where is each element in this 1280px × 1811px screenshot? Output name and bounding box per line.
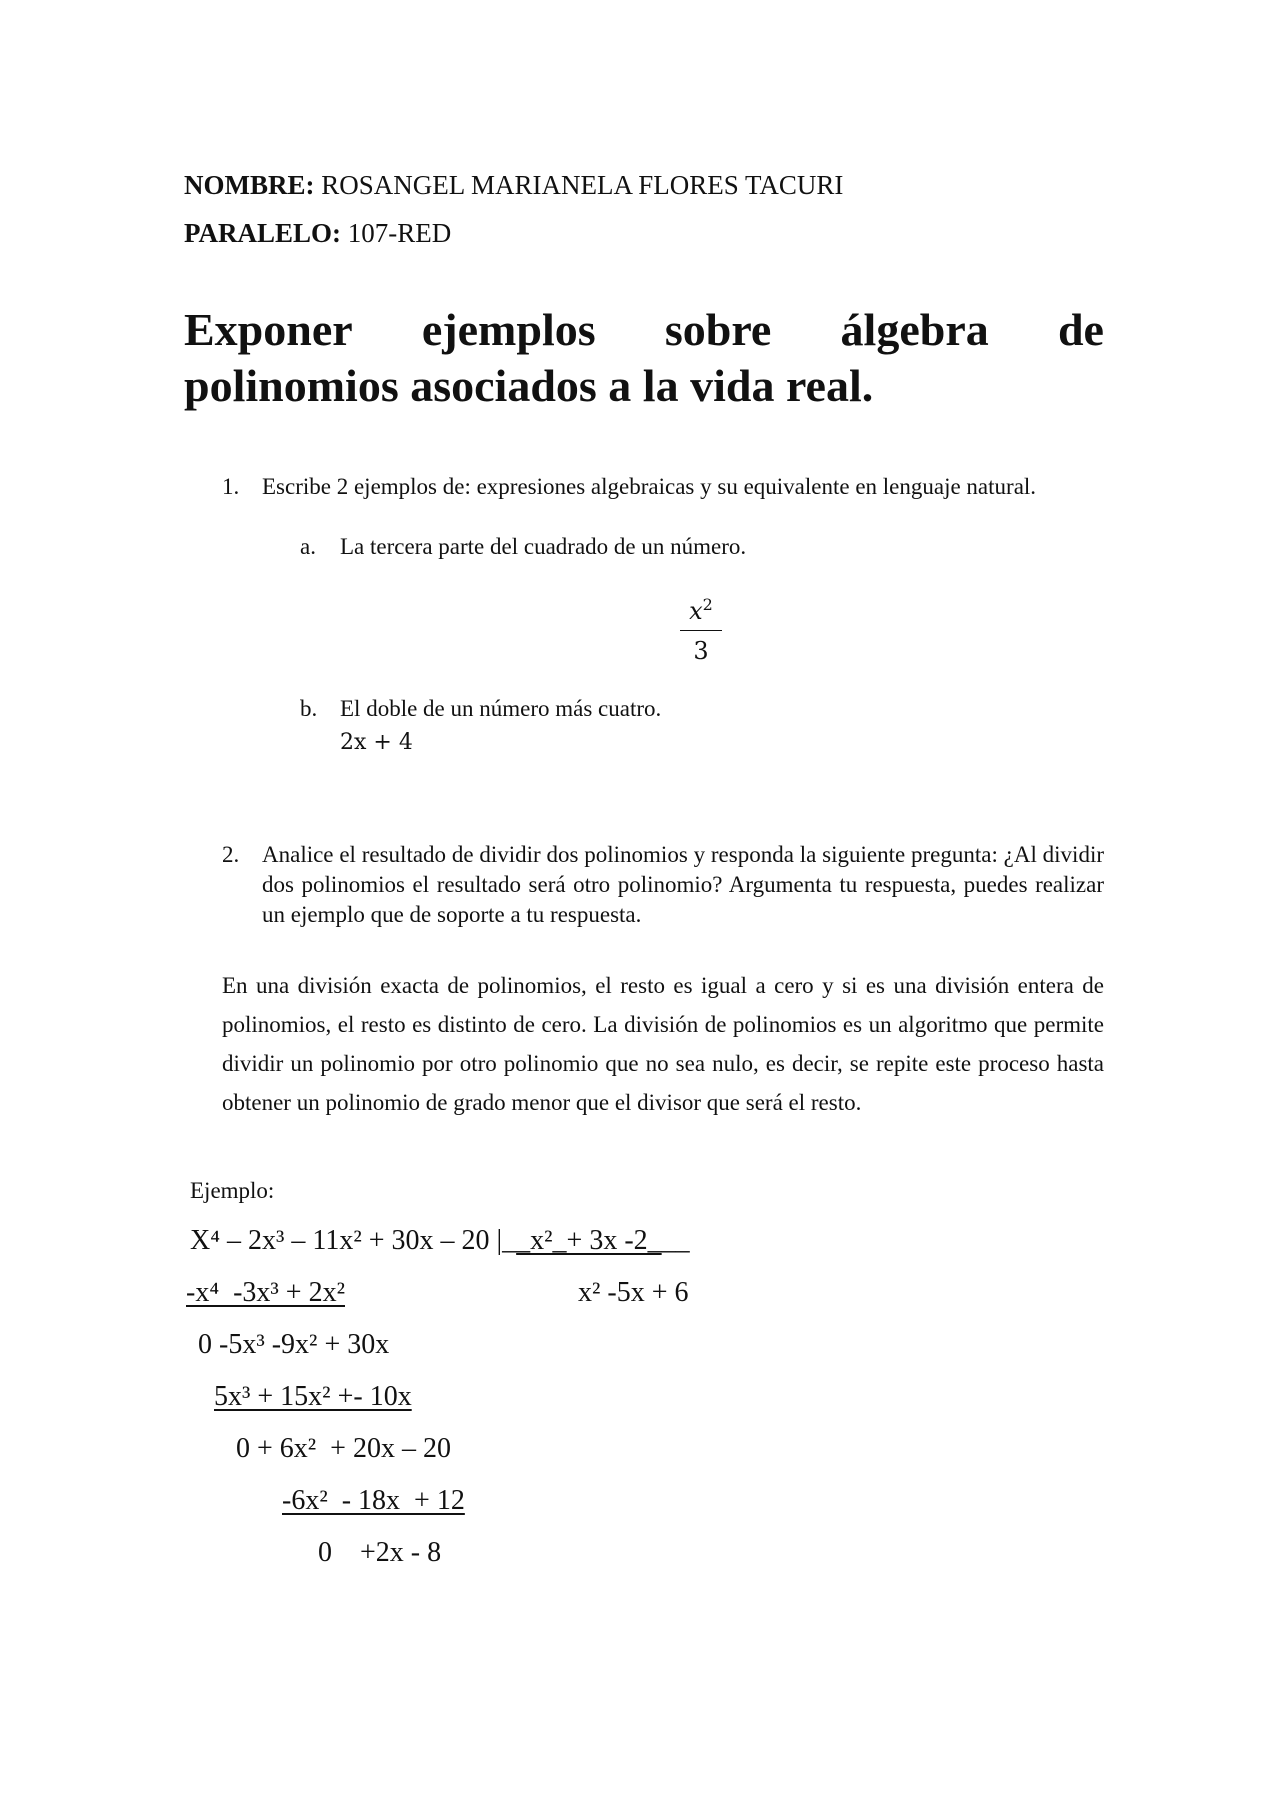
title-line-1 <box>184 302 1104 358</box>
nombre-label: NOMBRE: <box>184 170 315 200</box>
fraction-numerator <box>680 590 722 626</box>
question1-number: 1. <box>222 474 240 499</box>
dividend: X⁴ – 2x³ – 11x² + 30x – 20 <box>190 1225 490 1256</box>
question2-number: 2. <box>222 842 240 867</box>
title-line-2: polinomios asociados a la vida real. <box>184 360 874 411</box>
question2-text: Analice el resultado de dividir dos polinomios y responda la siguiente pregunta: ¿Al dividir dos polinomios el resultado será otro polinomio? Argumenta tu respuesta, puedes realizar un ejemplo que de soporte a tu respuesta. <box>262 842 1104 927</box>
division-subtract-3: -6x² - 18x + 12 <box>282 1485 465 1516</box>
title-word: ejemplos <box>421 304 596 355</box>
division-first-line <box>190 1224 690 1258</box>
division-remainder-2: 0 + 6x² + 20x – 20 <box>236 1433 451 1464</box>
divisor: _x²_+ 3x -2_ <box>516 1225 662 1256</box>
division-subtract-1: -x⁴ -3x³ + 2x² <box>186 1277 345 1308</box>
question2-answer: En una división exacta de polinomios, el resto es igual a cero y si es una división entera de polinomios, el resto es distinto de cero. La división de polinomios es un algoritmo que permite dividir un polinomio por otro polinomio que no sea nulo, es decir, se repite este proceso hasta obtener un polinomio de grado menor que el divisor que será el resto. <box>222 973 1104 1115</box>
example-label: Ejemplo: <box>190 1178 275 1203</box>
division-remainder-3: 0 +2x - 8 <box>318 1537 442 1568</box>
page-title <box>184 302 1104 414</box>
item-a-letter: a. <box>300 534 316 559</box>
divisor-tail: __ <box>661 1225 690 1256</box>
paralelo-line <box>184 216 451 250</box>
title-word: sobre <box>664 304 772 355</box>
fraction-denominator: 3 <box>693 637 709 665</box>
paralelo-label: PARALELO: <box>184 218 342 248</box>
item-a-text: La tercera parte del cuadrado de un número. <box>340 534 747 559</box>
question1-text: Escribe 2 ejemplos de: expresiones algebraicas y su equivalente en lenguaje natural. <box>262 474 1037 499</box>
fraction-bar <box>680 630 722 631</box>
title-word: de <box>1057 304 1104 355</box>
item-b-text: El doble de un número más cuatro. <box>340 696 662 721</box>
division-separator: |_ <box>489 1225 517 1256</box>
nombre-value: ROSANGEL MARIANELA FLORES TACURI <box>321 170 844 200</box>
division-remainder-1: 0 -5x³ -9x² + 30x <box>198 1329 390 1360</box>
paralelo-value: 107-RED <box>347 218 452 248</box>
fraction-exponent: 2 <box>702 595 713 614</box>
title-word: Exponer <box>184 304 353 355</box>
fraction-variable: x <box>689 597 703 625</box>
nombre-line <box>184 168 843 202</box>
title-word: álgebra <box>840 304 989 355</box>
item-b-expression: 2x + 4 <box>340 730 413 755</box>
item-b-letter: b. <box>300 696 318 721</box>
division-quotient: x² -5x + 6 <box>578 1277 689 1308</box>
division-subtract-2: 5x³ + 15x² +- 10x <box>214 1381 412 1412</box>
fraction-x-squared-over-3 <box>680 590 722 665</box>
